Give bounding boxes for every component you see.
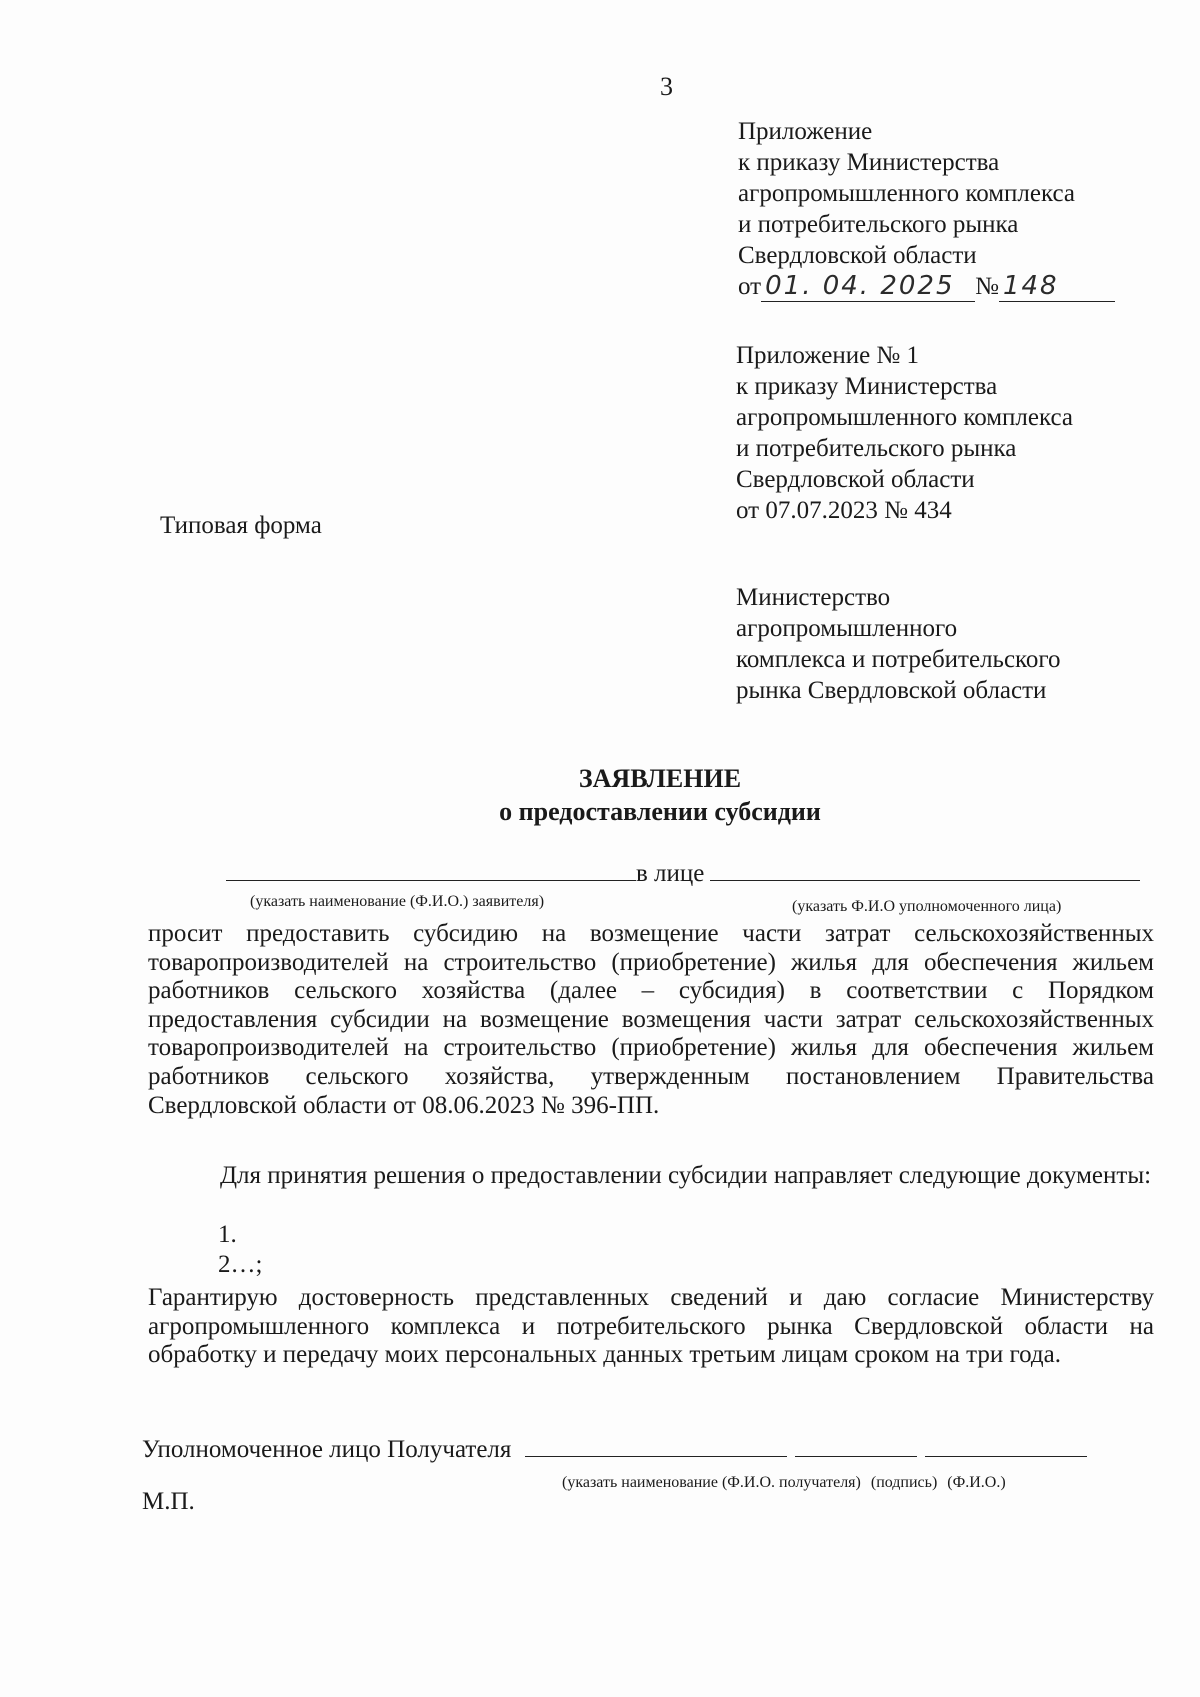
form-type-label: Типовая форма [160,512,322,539]
date-prefix: от [738,273,762,300]
page-number: 3 [660,72,673,101]
approval-line: и потребительского рынка [738,211,1019,238]
recipient-name-field[interactable] [525,1434,787,1457]
list-item: 1. [218,1221,237,1248]
signature-hint: (подпись) [870,1474,938,1491]
number-field [999,272,1115,302]
applicant-hint: (указать наименование (Ф.И.О.) заявителя) [250,893,545,910]
main-paragraph: просит предоставить субсидию на возмещение части затрат сельскохозяйственных товаропроизводителей на строительство (приобретение) жилья для обеспечения жильем работников сельского хозяйства (далее – субсидия) в соответствии с Порядком предоставления субсидии на возмещение возмещения части затрат сельскохозяйственных товаропроизводителей на строительство (приобретение) жилья для обеспечения жильем работников сельского хозяйства, утвержденным постановлением Правительства Свердловской области от 08.06.2023 № 396-ПП. [148,920,1154,1119]
addressee-line: комплекса и потребительского [736,646,1061,673]
approval-line: агропромышленного комплекса [738,180,1076,207]
approval-line: Свердловской области [736,466,975,493]
approval-line: Свердловской области [738,242,977,269]
approval-line: к приказу Министерства [736,373,998,400]
document-subtitle: о предоставлении субсидии [499,797,821,826]
fio-field[interactable] [925,1434,1087,1457]
representative-name-field[interactable] [710,858,1140,881]
approval-block-original [736,340,1136,526]
addressee-block [736,582,1136,706]
list-item: 2…; [218,1251,263,1278]
applicant-name-field[interactable] [226,858,636,881]
date-field [761,272,975,302]
approval-line: и потребительского рынка [736,435,1017,462]
approval-block-current [738,116,1138,302]
handwritten-date: 01. 04. 2025 [765,271,955,301]
approval-line: агропромышленного комплекса [736,404,1074,431]
approval-line: к приказу Министерства [738,149,1000,176]
number-prefix: № [975,273,999,300]
documents-paragraph: Для принятия решения о предоставлении субсидии направляет следующие документы: [220,1162,1152,1189]
fio-hint: (Ф.И.О.) [947,1474,1006,1491]
approval-date-line [738,271,1138,302]
handwritten-number: 148 [1002,271,1059,301]
approval-line: Приложение № 1 [736,342,920,369]
guarantee-paragraph: Гарантирую достоверность представленных сведений и даю согласие Министерству агропромышленного комплекса и потребительского рынка Свердловской области на обработку и передачу моих персональных данных третьим лицам сроком на три года. [148,1284,1154,1369]
signature-line [142,1434,1087,1464]
representative-hint: (указать Ф.И.О уполномоченного лица) [792,898,1062,915]
approval-line: Приложение [738,118,873,145]
signature-field[interactable] [795,1434,917,1457]
document-title: ЗАЯВЛЕНИЕ [578,764,742,793]
addressee-line: агропромышленного [736,615,958,642]
addressee-line: рынка Свердловской области [736,677,1047,704]
in-person-label: в лице [636,860,705,887]
addressee-line: Министерство [736,584,891,611]
signature-label: Уполномоченное лицо Получателя [142,1436,512,1463]
recipient-name-hint: (указать наименование (Ф.И.О. получателя) [562,1474,861,1491]
applicant-line [226,858,1140,888]
signature-hints [562,1474,1012,1492]
approval-line: от 07.07.2023 № 434 [736,497,952,524]
stamp-place-label: М.П. [142,1488,195,1515]
documents-list [218,1220,262,1280]
